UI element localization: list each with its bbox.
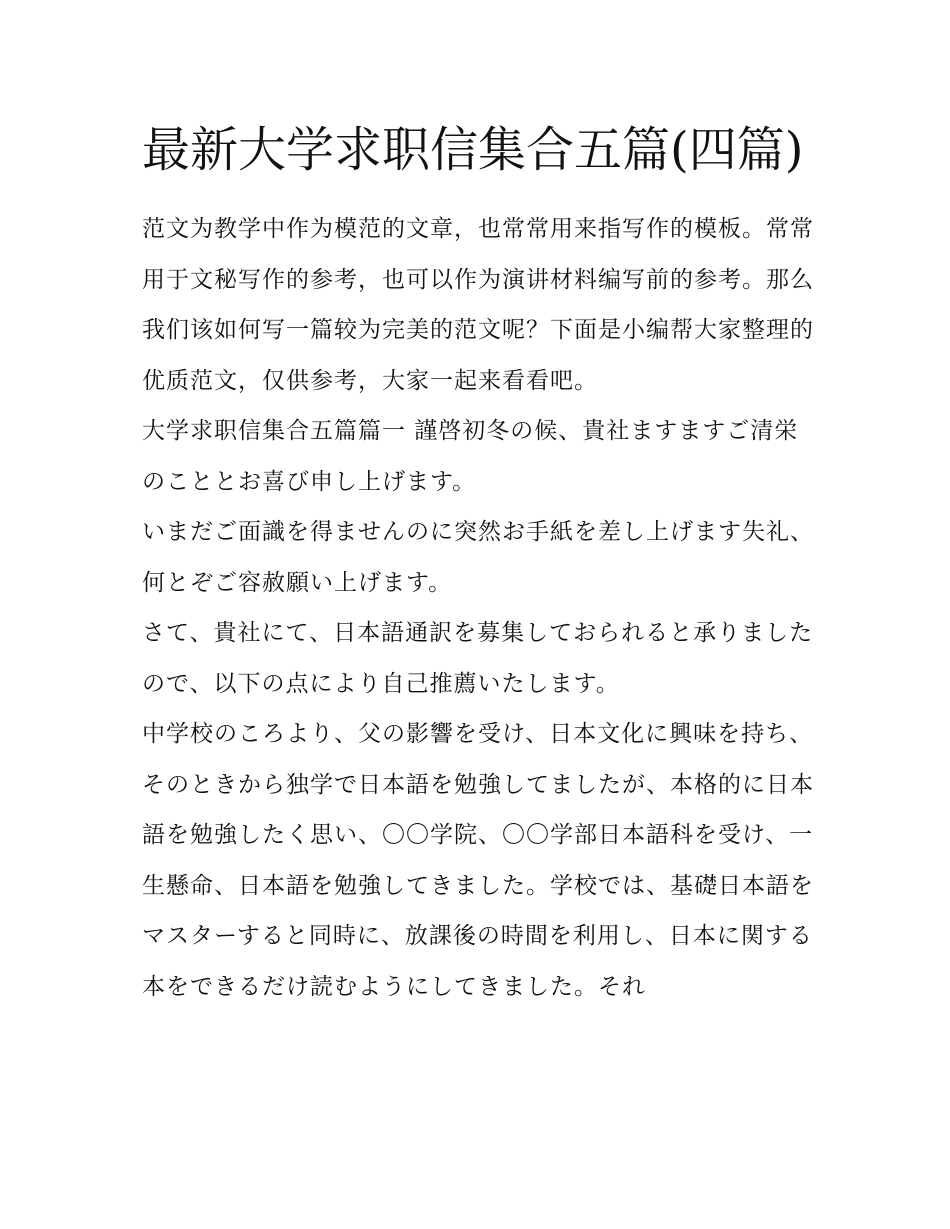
paragraph-background: 中学校のころより、父の影響を受け、日本文化に興味を持ち、そのときから独学で日本語を勉強してましたが、本格的に日本語を勉強したく思い、〇〇学院、〇〇学部日本語科を受け、一生懸命、日本語を勉強してきました。学校では、基礎日本語をマスターすると同時に、放課後の時間を利用し、日本に関する本をできるだけ読むようにしてきました。それ xyxy=(142,721,814,1000)
paragraph-intro: 范文为教学中作为模范的文章，也常常用来指写作的模板。常常用于文秘写作的参考，也可以作为演讲材料编写前的参考。那么我们该如何写一篇较为完美的范文呢？下面是小编帮大家整理的优质范文，仅供参考，大家一起来看看吧。 xyxy=(142,216,814,394)
paragraph-greeting: 大学求职信集合五篇篇一 謹啓初冬の候、貴社ますますご清栄のこととお喜び申し上げます。 xyxy=(142,418,799,495)
paragraph-apology: いまだご面識を得ませんのに突然お手紙を差し上げます失礼、何とぞご容赦願い上げます。 xyxy=(142,519,814,596)
document-body xyxy=(142,112,814,1012)
paragraph-purpose: さて、貴社にて、日本語通訳を募集しておられると承りましたので、以下の点により自己推薦いたします。 xyxy=(142,620,814,697)
document-title: 最新大学求职信集合五篇(四篇) xyxy=(142,122,804,178)
